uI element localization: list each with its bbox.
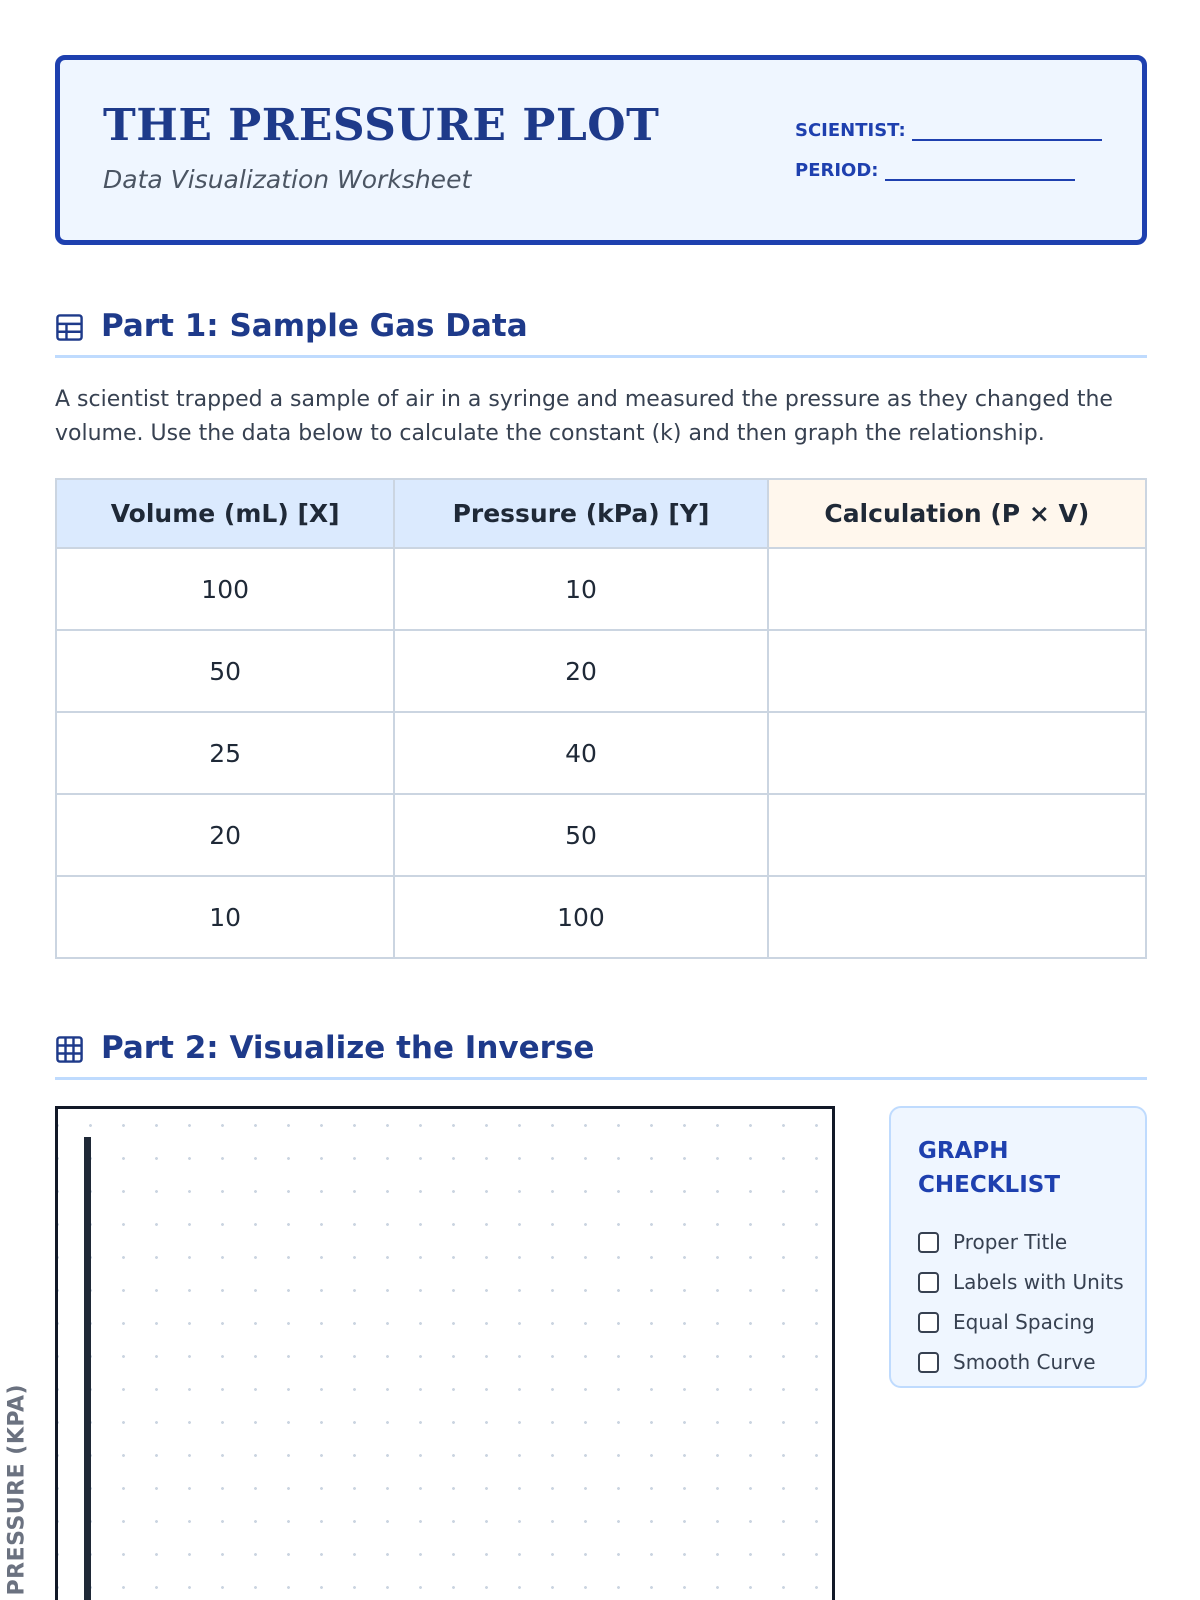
pressure-cell: 10 <box>394 548 767 630</box>
checklist-item-label: Proper Title <box>953 1230 1068 1254</box>
volume-cell: 10 <box>56 876 394 958</box>
y-axis-label: PRESSURE (KPA) <box>4 1383 30 1596</box>
part1-heading <box>55 298 1147 358</box>
worksheet-header <box>55 55 1147 245</box>
checkbox[interactable] <box>918 1232 939 1253</box>
table-row <box>56 548 1146 630</box>
part1-title: Part 1: Sample Gas Data <box>101 308 528 344</box>
checklist-item[interactable] <box>918 1270 1124 1294</box>
table-icon <box>55 313 84 342</box>
checklist-item-label: Smooth Curve <box>953 1350 1096 1374</box>
scientist-blank[interactable] <box>912 123 1102 141</box>
part2-heading <box>55 1020 1147 1080</box>
y-axis-line <box>84 1137 91 1600</box>
checkbox[interactable] <box>918 1272 939 1293</box>
calculation-cell[interactable] <box>768 876 1146 958</box>
calculation-cell[interactable] <box>768 548 1146 630</box>
table-header-row <box>56 479 1146 548</box>
checklist-item[interactable] <box>918 1350 1096 1374</box>
calculation-cell[interactable] <box>768 712 1146 794</box>
header-calculation: Calculation (P × V) <box>768 479 1146 548</box>
header-volume: Volume (mL) [X] <box>56 479 394 548</box>
worksheet-subtitle: Data Visualization Worksheet <box>103 165 472 194</box>
period-label: PERIOD: <box>795 160 879 181</box>
checklist-item-label: Equal Spacing <box>953 1310 1095 1334</box>
part1-instructions: A scientist trapped a sample of air in a syringe and measured the pressure as they changed the volume. Use the data below to calculate the constant (k) and then graph the relationship. <box>55 387 1113 446</box>
scientist-label: SCIENTIST: <box>795 120 906 141</box>
grid-icon <box>55 1035 84 1064</box>
calculation-cell[interactable] <box>768 794 1146 876</box>
part2-title: Part 2: Visualize the Inverse <box>101 1030 595 1066</box>
checklist-title: GRAPH CHECKLIST <box>918 1138 1061 1198</box>
gas-data-table <box>55 478 1147 959</box>
volume-cell: 20 <box>56 794 394 876</box>
pressure-cell: 20 <box>394 630 767 712</box>
table-row <box>56 630 1146 712</box>
checklist-item[interactable] <box>918 1310 1095 1334</box>
volume-cell: 25 <box>56 712 394 794</box>
checkbox[interactable] <box>918 1352 939 1373</box>
graph-checklist <box>889 1106 1147 1388</box>
table-row <box>56 712 1146 794</box>
pressure-cell: 40 <box>394 712 767 794</box>
period-field[interactable] <box>795 160 1075 181</box>
table-row <box>56 794 1146 876</box>
graph-grid[interactable] <box>55 1106 835 1600</box>
volume-cell: 100 <box>56 548 394 630</box>
period-blank[interactable] <box>885 163 1075 181</box>
table-row <box>56 876 1146 958</box>
pressure-cell: 50 <box>394 794 767 876</box>
scientist-field[interactable] <box>795 120 1102 141</box>
header-pressure: Pressure (kPa) [Y] <box>394 479 767 548</box>
pressure-cell: 100 <box>394 876 767 958</box>
checkbox[interactable] <box>918 1312 939 1333</box>
checklist-item[interactable] <box>918 1230 1067 1254</box>
volume-cell: 50 <box>56 630 394 712</box>
calculation-cell[interactable] <box>768 630 1146 712</box>
checklist-item-label: Labels with Units <box>953 1270 1124 1294</box>
worksheet-title: THE PRESSURE PLOT <box>103 100 660 151</box>
